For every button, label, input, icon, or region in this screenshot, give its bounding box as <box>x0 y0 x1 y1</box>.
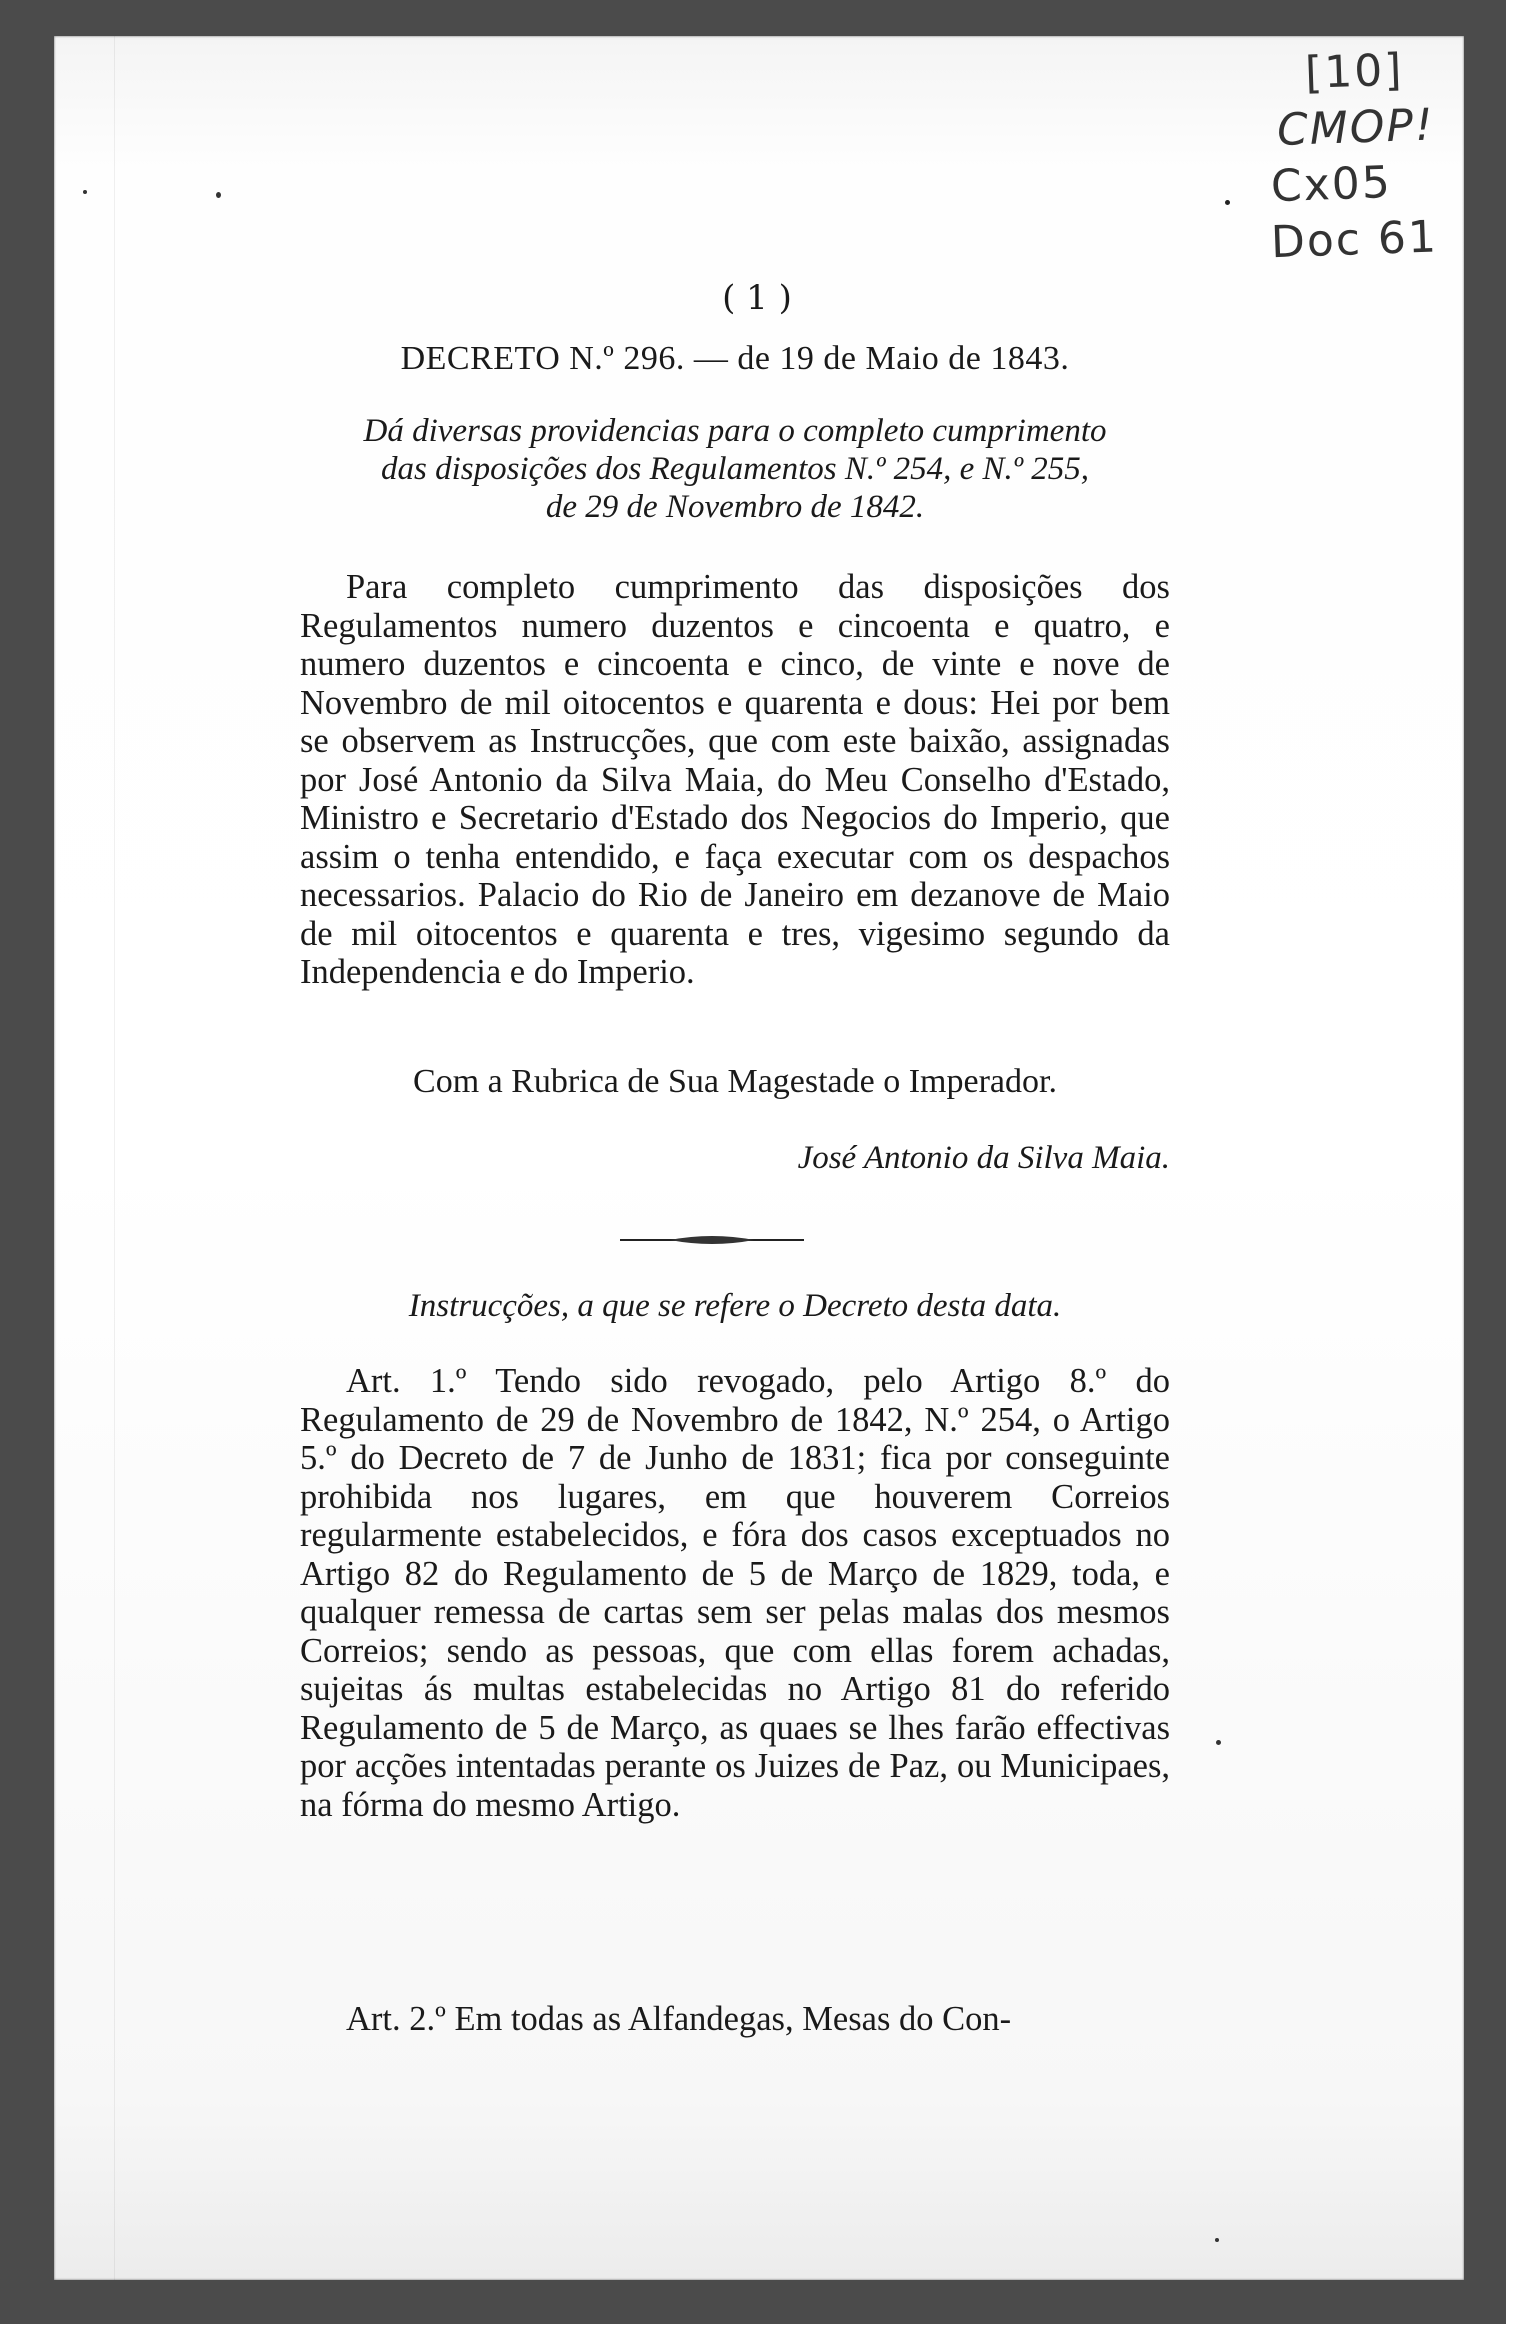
scan-edge-strip-bottom <box>0 2324 1514 2330</box>
paper-fold-line <box>114 36 115 2280</box>
article-1 <box>300 1362 1170 1824</box>
instructions-title: Instrucções, a que se refere o Decreto desta data. <box>408 1288 1062 1324</box>
decree-summary <box>300 412 1170 526</box>
ink-speck <box>1225 200 1230 205</box>
ink-speck <box>216 192 221 198</box>
annotation-line: CMOP! <box>1276 99 1436 156</box>
ink-speck <box>1215 2238 1219 2242</box>
summary-line: de 29 de Novembro de 1842. <box>545 489 925 525</box>
decree-body: Para completo cumprimento das disposições dos Regulamentos numero duzentos e cincoenta e quatro, e numero duzentos e cincoenta e cinco, de vinte e nove de Novembro de mil oitocentos e quarenta e dous: Hei por bem se observem as Instrucções, que com este baixão, assignadas por José Antonio da Silva Maia, do Meu Conselho d'Estado, Ministro e Secretario d'Estado dos Negocios do Imperio, que assim o tenha entendido, e faça executar com os despachos necessarios. Palacio do Rio de Janeiro em dezanove de Maio de mil oitocentos e quarenta e tres, vigesimo segundo da Independencia e do Imperio. <box>300 568 1170 991</box>
annotation-line: [10] <box>1304 44 1405 99</box>
archive-annotation <box>1264 41 1462 271</box>
decree-title: DECRETO N.º 296. — de 19 de Maio de 1843. <box>400 340 1070 377</box>
annotation-line: Cx05 <box>1270 157 1393 213</box>
ink-speck <box>1216 1740 1221 1745</box>
article-label: Art. 1.º <box>346 1362 467 1400</box>
article-label: Art. 2.º <box>346 2000 446 2038</box>
scan-edge-strip <box>1506 0 1514 2330</box>
summary-line: das disposições dos Regulamentos N.º 254, e N.º 255, <box>381 451 1089 487</box>
ink-speck <box>83 190 87 194</box>
minister-signature: José Antonio da Silva Maia. <box>797 1140 1170 1176</box>
section-divider-ornament <box>620 1234 804 1246</box>
page-number: ( 1 ) <box>722 278 792 318</box>
annotation-line: Doc 61 <box>1270 211 1439 269</box>
imperial-rubric: Com a Rubrica de Sua Magestade o Imperador. <box>413 1063 1057 1100</box>
article-text: Em todas as Alfandegas, Mesas do Con- <box>454 2000 1012 2038</box>
article-2 <box>300 2000 1170 2039</box>
divider-swell <box>670 1236 754 1244</box>
article-text: Tendo sido revogado, pelo Artigo 8.º do Regulamento de 29 de Novembro de 1842, N.º 254, o Artigo 5.º do Decreto de 7 de Junho de 1831; fica por conseguinte prohibida nos lugares, em que houverem Correios regularmente estabelecidos, e fóra dos casos exceptuados no Artigo 82 do Regulamento de 5 de Março de 1829, toda, e qualquer remessa de cartas sem ser pelas malas dos mesmos Correios; sendo as pessoas, que com ellas forem achadas, sujeitas ás multas estabelecidas no Artigo 81 do referido Regulamento de 5 de Março, as quaes se lhes farão effectivas por acções intentadas perante os Juizes de Paz, ou Municipaes, na fórma do mesmo Artigo. <box>300 1362 1170 1824</box>
summary-line: Dá diversas providencias para o completo cumprimento <box>363 413 1107 449</box>
